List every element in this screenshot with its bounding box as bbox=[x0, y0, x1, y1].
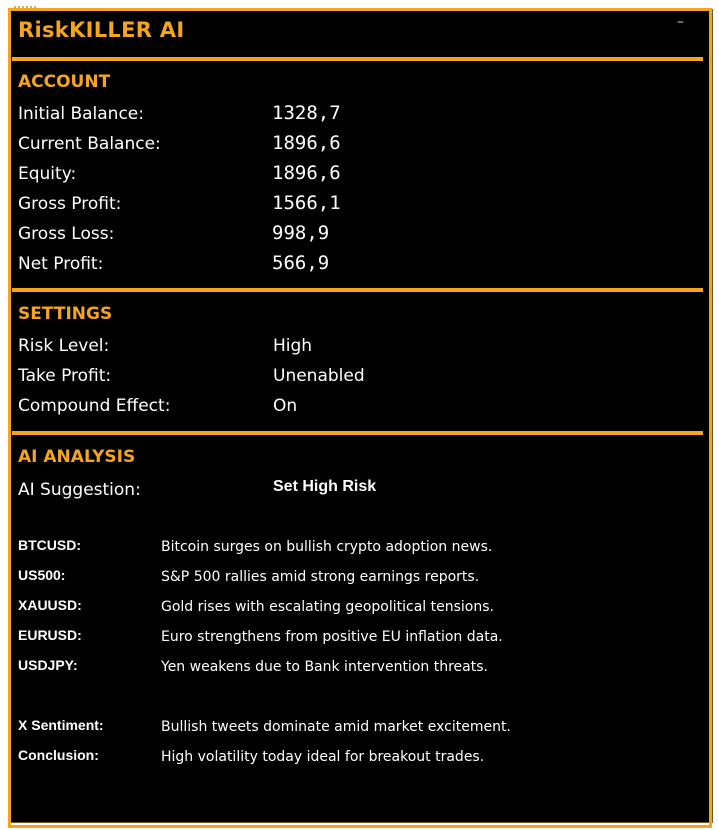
risk-level-value: High bbox=[273, 336, 313, 356]
divider-account bbox=[12, 288, 703, 292]
news-symbol-eurusd: EURUSD: bbox=[18, 627, 82, 643]
conclusion-label: Conclusion: bbox=[18, 747, 99, 763]
ai-suggestion-value: Set High Risk bbox=[273, 478, 377, 495]
news-symbol-usdjpy: USDJPY: bbox=[18, 657, 78, 673]
compound-effect-value: On bbox=[273, 396, 298, 416]
risk-level-label: Risk Level: bbox=[18, 336, 110, 356]
ai-suggestion-label: AI Suggestion: bbox=[18, 480, 141, 500]
settings-heading: SETTINGS bbox=[18, 304, 113, 324]
net-profit-label: Net Profit: bbox=[18, 254, 104, 274]
panel-title: RiskKILLER AI bbox=[18, 18, 185, 42]
divider-settings bbox=[12, 431, 703, 435]
news-text-usdjpy: Yen weakens due to Bank intervention threats. bbox=[161, 659, 488, 675]
initial-balance-label: Initial Balance: bbox=[18, 104, 144, 124]
news-text-btcusd: Bitcoin surges on bullish crypto adoption news. bbox=[161, 539, 493, 555]
x-sentiment-label: X Sentiment: bbox=[18, 717, 104, 733]
net-profit-value: 566,9 bbox=[272, 252, 330, 274]
news-symbol-btcusd: BTCUSD: bbox=[18, 537, 81, 553]
riskkiller-panel bbox=[10, 10, 712, 822]
conclusion-text: High volatility today ideal for breakout trades. bbox=[161, 749, 485, 765]
current-balance-value: 1896,6 bbox=[272, 132, 341, 154]
take-profit-label: Take Profit: bbox=[18, 366, 112, 386]
grip-dots bbox=[14, 6, 36, 10]
equity-value: 1896,6 bbox=[272, 162, 341, 184]
account-heading: ACCOUNT bbox=[18, 72, 111, 92]
news-symbol-xauusd: XAUUSD: bbox=[18, 597, 82, 613]
gross-loss-label: Gross Loss: bbox=[18, 224, 115, 244]
equity-label: Equity: bbox=[18, 164, 77, 184]
ai-analysis-heading: AI ANALYSIS bbox=[18, 447, 136, 467]
compound-effect-label: Compound Effect: bbox=[18, 396, 171, 416]
divider-header bbox=[12, 57, 703, 61]
gross-profit-value: 1566,1 bbox=[272, 192, 341, 214]
news-symbol-us500: US500: bbox=[18, 567, 66, 583]
news-text-xauusd: Gold rises with escalating geopolitical tensions. bbox=[161, 599, 494, 615]
news-text-eurusd: Euro strengthens from positive EU inflation data. bbox=[161, 629, 503, 645]
gross-profit-label: Gross Profit: bbox=[18, 194, 122, 214]
initial-balance-value: 1328,7 bbox=[272, 102, 341, 124]
take-profit-value: Unenabled bbox=[273, 366, 365, 386]
x-sentiment-text: Bullish tweets dominate amid market excitement. bbox=[161, 719, 511, 735]
current-balance-label: Current Balance: bbox=[18, 134, 161, 154]
gross-loss-value: 998,9 bbox=[272, 222, 330, 244]
minimize-button[interactable]: – bbox=[677, 14, 684, 30]
news-text-us500: S&P 500 rallies amid strong earnings reports. bbox=[161, 569, 480, 585]
